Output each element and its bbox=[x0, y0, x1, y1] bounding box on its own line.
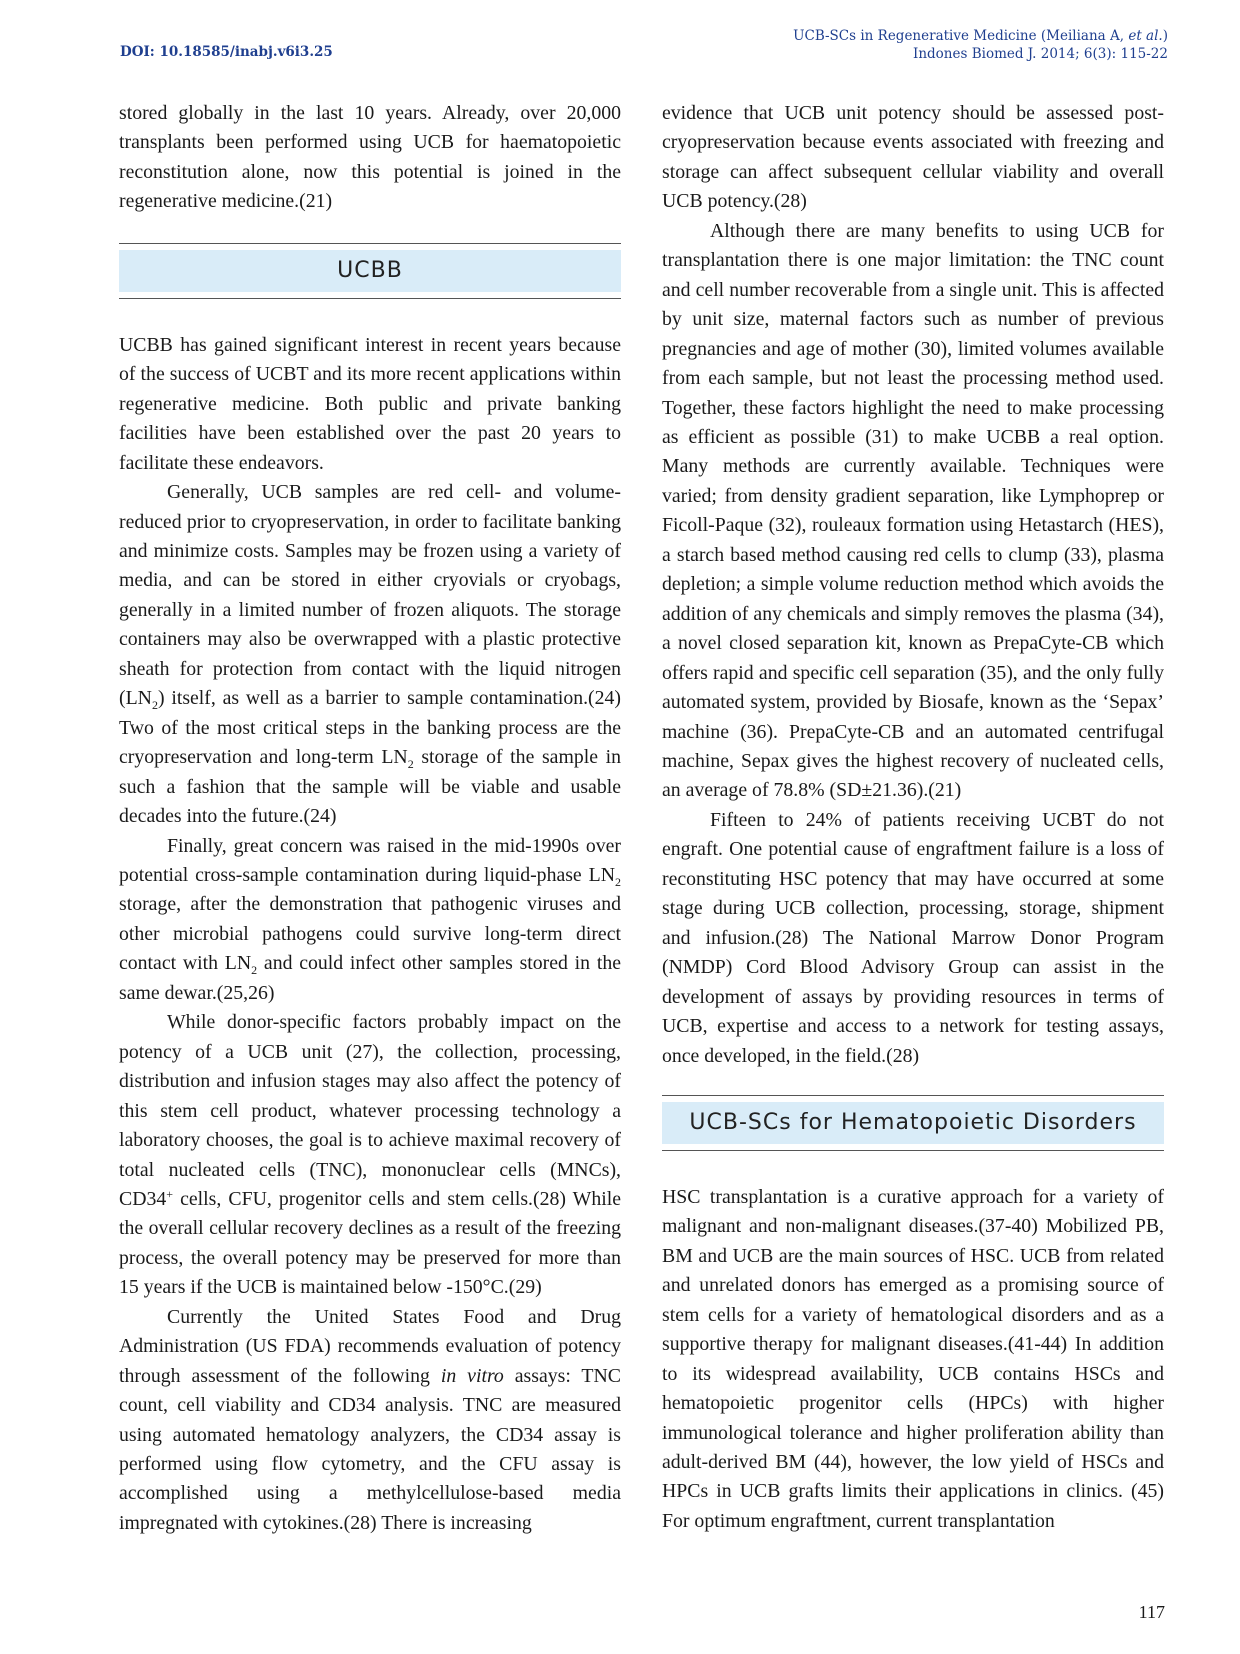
section-heading-ucbb bbox=[119, 243, 621, 299]
paragraph: evidence that UCB unit potency should be assessed post-cryopreservation because events associated with freezing and storage can affect subsequent cellular viability and overall UCB potency.(28) bbox=[662, 102, 1164, 213]
right-column bbox=[662, 99, 1164, 1536]
section-title: UCB-SCs for Hematopoietic Disorders bbox=[662, 1102, 1164, 1144]
journal-citation: Indones Biomed J. 2014; 6(3): 115-22 bbox=[913, 46, 1168, 62]
left-column bbox=[119, 99, 621, 1538]
paragraph: Generally, UCB samples are red cell- and volume-reduced prior to cryopreservation, in order to facilitate banking and minimize costs. Samples may be frozen using a variety of media, and can be stored in either cryovials or cryobags, generally in a limited number of frozen aliquots. The storage containers may also be overwrapped with a plastic protective sheath for protection from contact with the liquid nitrogen $(LN_2)$ itself, as well as a barrier to sample contamination.(24) Two of the most critical steps in the banking process are the cryopreservation and long-term $LN_2$ storage of the sample in such a fashion that the sample will be viable and usable decades into the future.(24) bbox=[119, 481, 621, 828]
paragraph: Although there are many benefits to using UCB for transplantation there is one major limitation: the TNC count and cell number recoverable from a single unit. This is affected by unit size, maternal factors such as number of previous pregnancies and age of mother (30), limited volumes available from each sample, but not least the processing method used. Together, these factors highlight the need to make processing as efficient as possible (31) to make UCBB a real option. Many methods are currently available. Techniques were varied; from density gradient separation, like Lymphoprep or Ficoll-Paque (32), rouleaux formation using Hetastarch (HES), a starch based method causing red cells to clump (33), plasma depletion; a simple volume reduction method which avoids the addition of any chemicals and simply removes the plasma (34), a novel closed separation kit, known as PrepaCyte-CB which offers rapid and specific cell separation (35), and the only fully automated system, provided by Biosafe, known as the ‘Sepax’ machine (36). PrepaCyte-CB and an automated centrifugal machine, Sepax gives the highest recovery of nucleated cells, an average of 78.8% (SD±21.36).(21) bbox=[662, 219, 1164, 802]
paragraph: HSC transplantation is a curative approach for a variety of malignant and non-malignant diseases.(37-40) Mobilized PB, BM and UCB are the main sources of HSC. UCB from related and unrelated donors has emerged as a promising source of stem cells for a variety of hematological disorders and as a supportive therapy for malignant diseases.(41-44) In addition to its widespread availability, UCB contains HSCs and hematopoietic progenitor cells (HPCs) with higher immunological tolerance and higher proliferation ability than adult-derived BM (44), however, the low yield of HSCs and HPCs in UCB grafts limits their applications in clinics. (45) For optimum engraftment, current transplantation bbox=[662, 1185, 1164, 1532]
paragraph: While donor-specific factors probably impact on the potency of a UCB unit (27), the collection, processing, distribution and infusion stages may also affect the potency of this stem cell product, whatever processing technology a laboratory chooses, the goal is to achieve maximal recovery of total nucleated cells (TNC), mononuclear cells (MNCs), CD34+ cells, CFU, progenitor cells and stem cells.(28) While the overall cellular recovery declines as a result of the freezing process, the overall potency may be preserved for more than 15 years if the UCB is maintained below -150°C.(29) bbox=[119, 1011, 621, 1299]
paragraph: Fifteen to 24% of patients receiving UCBT do not engraft. One potential cause of engraftment failure is a loss of reconstituting HSC potency that may have occurred at some stage during UCB collection, processing, storage, shipment and infusion.(28) The National Marrow Donor Program (NMDP) Cord Blood Advisory Group can assist in the development of assays by providing resources in terms of UCB, expertise and access to a network for testing assays, once developed, in the field.(28) bbox=[662, 808, 1164, 1067]
section-heading-hematopoietic bbox=[662, 1095, 1164, 1151]
paragraph: Finally, great concern was raised in the mid-1990s over potential cross-sample contamination during liquid-phase $LN_2$ storage, after the demonstration that pathogenic viruses and other microbial pathogens could survive long-term direct contact with $LN_2$ and could infect other samples stored in the same dewar.(25,26) bbox=[119, 834, 621, 1004]
paragraph: UCBB has gained significant interest in recent years because of the success of UCBT and its more recent applications within regenerative medicine. Both public and private banking facilities have been established over the past 20 years to facilitate these endeavors. bbox=[119, 333, 621, 474]
page-number: 117 bbox=[1138, 1602, 1165, 1622]
section-title: UCBB bbox=[119, 250, 621, 292]
running-header bbox=[793, 27, 1168, 63]
paragraph: Currently the United States Food and Drug Administration (US FDA) recommends evaluation of potency through assessment of the following in vitro assays: TNC count, cell viability and CD34 analysis. TNC are measured using automated hematology analyzers, the CD34 assay is performed using flow cytometry, and the CFU assay is accomplished using a methylcellulose-based media impregnated with cytokines.(28) There is increasing bbox=[119, 1305, 621, 1534]
paragraph: stored globally in the last 10 years. Already, over 20,000 transplants been performed using UCB for haematopoietic reconstitution alone, now this potential is joined in the regenerative medicine.(21) bbox=[119, 102, 621, 213]
running-title: UCB-SCs in Regenerative Medicine (Meiliana A, et al.) bbox=[793, 28, 1168, 44]
doi-header: DOI: 10.18585/inabj.v6i3.25 bbox=[120, 44, 333, 60]
